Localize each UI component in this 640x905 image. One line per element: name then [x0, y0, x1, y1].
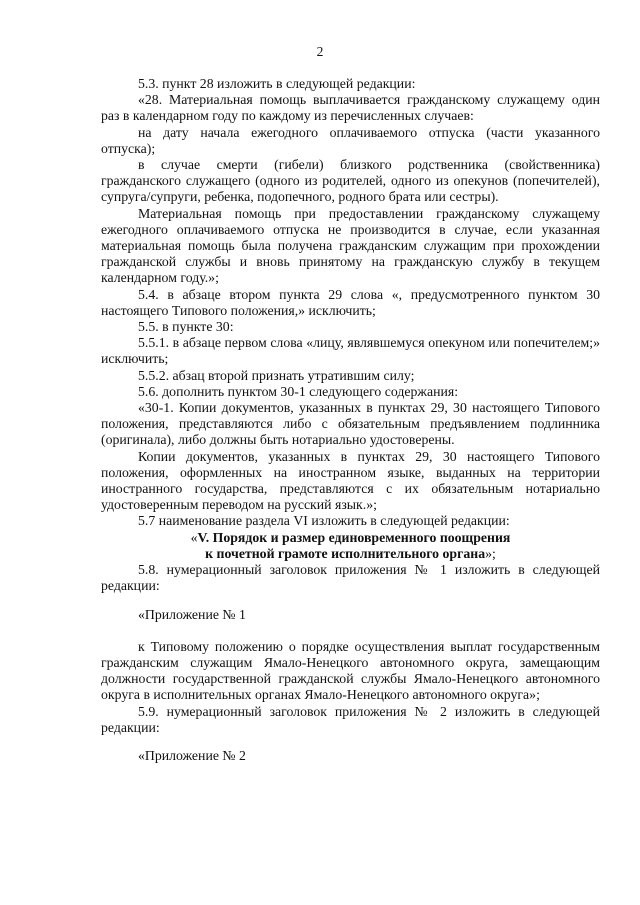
heading-close-quote: »; — [485, 545, 496, 561]
page-number: 2 — [316, 44, 324, 59]
appendix-1-text: к Типовому положению о порядке осуществления выплат государственным гражданским служащим Ямало-Ненецкого автономного округа, замещающим должности государственной гражданской службы Ямало-Ненецкого автономного округа в исполнительных органах Ямало-Ненецкого автономного округа»; — [101, 638, 600, 703]
appendix-1-title: «Приложение № 1 — [138, 606, 246, 622]
appendix-2-title: «Приложение № 2 — [138, 747, 246, 763]
paragraph-5-5: 5.5. в пункте 30: — [138, 319, 234, 335]
document-body — [101, 76, 600, 764]
paragraph-5-5-2: 5.5.2. абзац второй признать утратившим силу; — [138, 367, 415, 383]
paragraph-death-case: в случае смерти (гибели) близкого родственника (свойственника) гражданского служащего (одного из родителей, одного из опекунов (попечителей), супруга/супруги, ребенка, подопечного, родного брата или сестры). — [101, 157, 600, 205]
paragraph-30-1: «30-1. Копии документов, указанных в пунктах 29, 30 настоящего Типового положения, представляются либо с обязательным предъявлением подлинника (оригинала), либо должны быть нотариально удостоверены. — [101, 400, 600, 448]
heading-open-quote: « — [190, 529, 198, 545]
paragraph-foreign-copies: Копии документов, указанных в пунктах 29, 30 настоящего Типового положения, оформленных на иностранном языке, выданных на территории иностранного государства, представляются с их обязательным нотариально удостоверенным переводом на русский язык.»; — [101, 448, 600, 513]
paragraph-5-7: 5.7 наименование раздела VI изложить в следующей редакции: — [138, 513, 510, 529]
paragraph-28: «28. Материальная помощь выплачивается гражданскому служащему один раз в календарном году по каждому из перечисленных случаев: — [101, 92, 600, 124]
paragraph-5-4: 5.4. в абзаце втором пункта 29 слова «, предусмотренного пунктом 30 настоящего Типового положения,» исключить; — [101, 286, 600, 318]
section-heading-line-2 — [101, 546, 600, 562]
section-heading — [101, 530, 600, 546]
paragraph-5-8: 5.8. нумерационный заголовок приложения № 1 изложить в следующей редакции: — [101, 562, 600, 594]
paragraph-5-9: 5.9. нумерационный заголовок приложения № 2 изложить в следующей редакции: — [101, 703, 600, 735]
paragraph-material-aid: Материальная помощь при предоставлении гражданскому служащему ежегодного оплачиваемого отпуска не производится в случае, если указанная материальная помощь была получена гражданским служащим при прохождении гражданской службы и вновь принятому на гражданскую службу в текущем календарном году.»; — [101, 205, 600, 286]
heading-line-2: к почетной грамоте исполнительного органа — [205, 545, 486, 561]
heading-line-1: V. Порядок и размер единовременного поощрения — [197, 529, 511, 545]
paragraph-5-5-1: 5.5.1. в абзаце первом слова «лицу, являвшемуся опекуном или попечителем;» исключить; — [101, 335, 600, 367]
paragraph-5-3: 5.3. пункт 28 изложить в следующей редакции: — [138, 76, 416, 91]
paragraph-5-6: 5.6. дополнить пунктом 30-1 следующего содержания: — [138, 383, 459, 399]
paragraph-vacation-case: на дату начала ежегодного оплачиваемого отпуска (части указанного отпуска); — [101, 124, 600, 156]
